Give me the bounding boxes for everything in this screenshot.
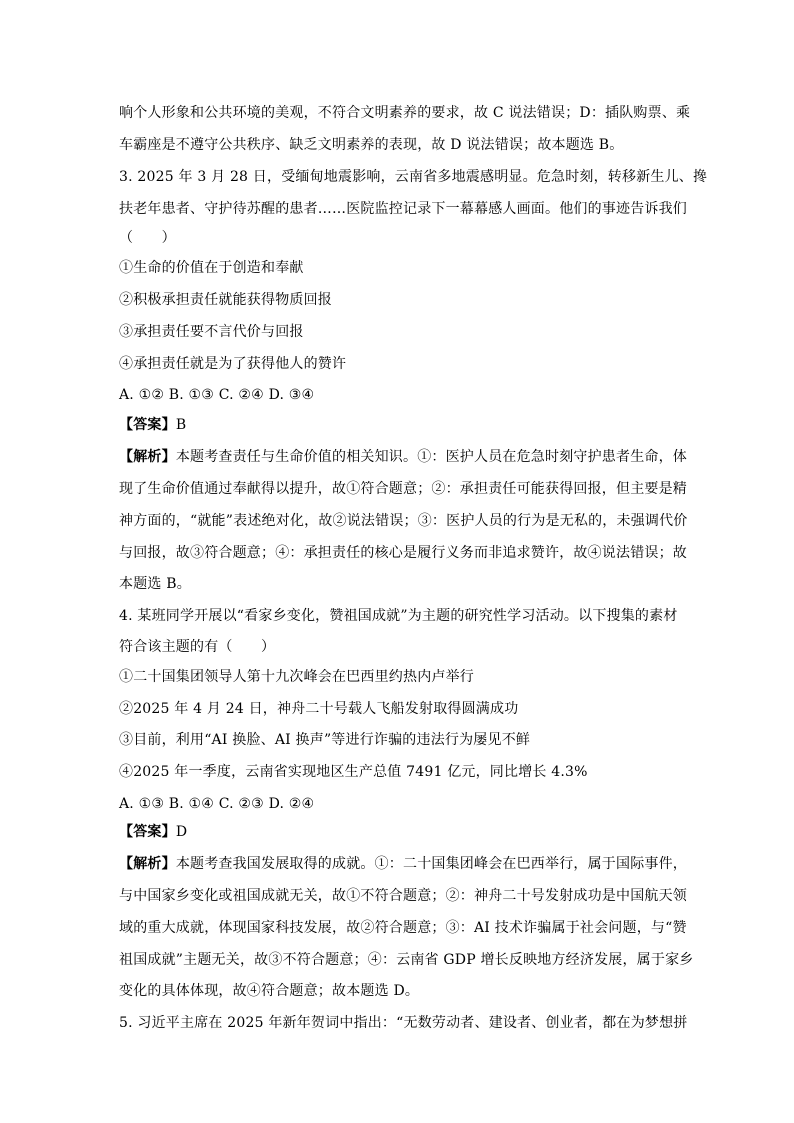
question-4-option: ①二十国集团领导人第十九次峰会在巴西里约热内卢举行 — [119, 669, 474, 685]
question-4-option: ②2025 年 4 月 24 日，神舟二十号载人飞船发射取得圆满成功 — [119, 701, 519, 717]
question-4-stem: 4. 某班同学开展以“看家乡变化，赞祖国成就”为主题的研究性学习活动。以下搜集的素材 — [119, 608, 678, 624]
answer-value: D — [175, 824, 188, 840]
analysis-text: 本题考查责任与生命价值的相关知识。①：医护人员在危急时刻守护患者生命，体 — [175, 449, 688, 465]
continuation-line: 车霸座是不遵守公共秩序、缺乏文明素养的表现，故 D 说法错误；故本题选 B。 — [119, 137, 624, 153]
question-4-analysis: 祖国成就”主题无关，故③不符合题意；④：云南省 GDP 增长反映地方经济发展，属于家乡 — [119, 952, 694, 968]
question-4-analysis: 与中国家乡变化或祖国成就无关，故①不符合题意；②：神舟二十号发射成功是中国航天领 — [119, 888, 687, 904]
question-4-analysis: 域的重大成就，体现国家科技发展，故②符合题意；③：AI 技术诈骗属于社会问题，与“赞 — [119, 920, 687, 936]
answer-value: B — [175, 417, 187, 433]
question-4-option: ③目前，利用“AI 换脸、AI 换声”等进行诈骗的违法行为屡见不鲜 — [119, 732, 531, 748]
question-5-stem: 5. 习近平主席在 2025 年新年贺词中指出：“无数劳动者、建设者、创业者，都在为梦想拼 — [119, 1015, 688, 1031]
question-4-choices: A. ①③ B. ①④ C. ②③ D. ②④ — [119, 796, 315, 812]
analysis-tag: 【解析】 — [119, 856, 176, 872]
continuation-line: 响个人形象和公共环境的美观，不符合文明素养的要求，故 C 说法错误；D：插队购票、乘 — [119, 105, 691, 121]
question-3-analysis: 与回报，故③符合题意；④：承担责任的核心是履行义务而非追求赞许，故④说法错误；故 — [119, 545, 687, 561]
question-3-blank: （ ） — [119, 230, 176, 246]
analysis-tag: 【解析】 — [119, 449, 176, 465]
question-3-option: ①生命的价值在于创造和奉献 — [119, 260, 304, 276]
question-3-option: ④承担责任就是为了获得他人的赞许 — [119, 356, 347, 372]
question-4-option: ④2025 年一季度，云南省实现地区生产总值 7491 亿元，同比增长 4.3% — [119, 764, 588, 780]
question-4-answer — [119, 822, 187, 842]
answer-tag: 【答案】 — [119, 417, 176, 433]
question-4-stem: 符合该主题的有（ ） — [119, 639, 276, 655]
question-4-analysis: 变化的具体体现，故④符合题意；故本题选 D。 — [119, 983, 420, 999]
question-3-option: ②积极承担责任就能获得物质回报 — [119, 292, 332, 308]
question-3-analysis: 神方面的，“就能”表述绝对化，故②说法错误；③：医护人员的行为是无私的，未强调代价 — [119, 513, 688, 529]
question-3-stem: 扶老年患者、守护待苏醒的患者……医院监控记录下一幕幕感人画面。他们的事迹告诉我们 — [119, 201, 687, 217]
question-3-stem: 3. 2025 年 3 月 28 日，受缅甸地震影响，云南省多地震感明显。危急时刻，转移新生儿、搀 — [119, 169, 708, 185]
question-3-analysis: 本题选 B。 — [119, 576, 191, 592]
question-3-analysis: 现了生命价值通过奉献得以提升，故①符合题意；②：承担责任可能获得回报，但主要是精 — [119, 481, 687, 497]
question-3-option: ③承担责任要不言代价与回报 — [119, 324, 304, 340]
question-3-answer — [119, 415, 186, 435]
question-3-choices: A. ①② B. ①③ C. ②④ D. ③④ — [119, 387, 315, 403]
answer-tag: 【答案】 — [119, 824, 176, 840]
analysis-text: 本题考查我国发展取得的成就。①：二十国集团峰会在巴西举行，属于国际事件， — [175, 856, 688, 872]
question-3-analysis — [119, 447, 688, 467]
question-4-analysis — [119, 854, 688, 874]
